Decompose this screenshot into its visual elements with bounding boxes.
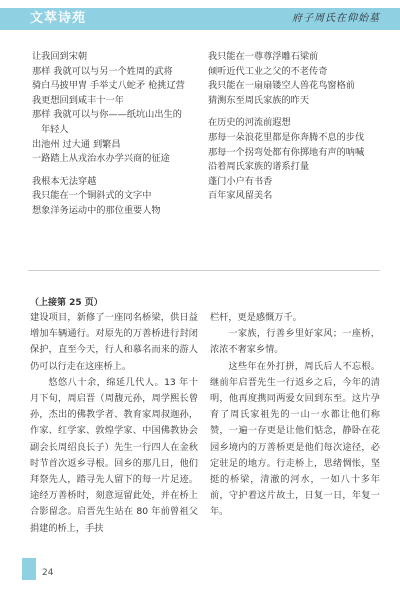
poem-line: 我更想回到咸丰十一年 bbox=[32, 94, 124, 106]
poem-left-column bbox=[32, 50, 197, 227]
poem-line: 一路踏上从戎治水办学兴商的征途 bbox=[32, 153, 170, 165]
section-title: 文萃诗苑 bbox=[30, 11, 87, 26]
poem-line: 我只能在一尊尊浮雕石梁前 bbox=[208, 51, 319, 62]
poem-line: 我只能在一个铜斜式的文字中 bbox=[32, 190, 152, 202]
poem-line: 蓬门小户有书香 bbox=[208, 175, 273, 187]
poem-line: 想象洋务运动中的那位重要人物 bbox=[32, 204, 161, 216]
poem-stanza bbox=[208, 116, 384, 204]
poem-line: 在历史的河流前遐想 bbox=[208, 117, 291, 129]
prose-left-column bbox=[30, 310, 198, 537]
poem-line: 我根本无法穿越 bbox=[32, 175, 97, 187]
poem-line: 让我回到宋朝 bbox=[32, 51, 88, 62]
poem-line: 沿着周氏家族的谱系打量 bbox=[208, 161, 310, 173]
poem-right-column bbox=[208, 50, 384, 212]
poem-line: 倾听近代工业之父的不老传奇 bbox=[208, 65, 328, 77]
continuation-note: （上接第 25 页） bbox=[30, 298, 103, 308]
poem-line: 猜测东至周氏家族的昨天 bbox=[208, 94, 310, 106]
poem-stanza bbox=[208, 50, 384, 108]
prose-paragraph: 栏杆，更是感慨万千。 bbox=[210, 312, 302, 323]
prose-paragraph: 悠悠八十余，绵延几代人。13 年十月下旬，周启晋（周馥元孙，周学熙长曾孙，杰出的佛教学者、教育家周叔迦孙，作家、红学家、敦煌学家、中国佛教协会副会长周绍良长子）先生一行四人在金秋时节首次返乡寻根。回乡的那几日，他们拜祭先人，踏寻先人留下的每一片足迹。途经万善桥时，刻意逗留此处，并在桥上合影留念。启晋先生站在 80 年前曾祖父捐建的桥上，手扶 bbox=[30, 376, 198, 534]
poem-line: 出池州 过大通 到繁昌 bbox=[32, 138, 121, 150]
page-header bbox=[0, 0, 400, 34]
prose-paragraph: 一家族，行善乡里好家风；一座桥，浓浓不奢家乡情。 bbox=[210, 328, 380, 356]
poem-line: 那每一朵浪花里都是你奔腾不息的步伐 bbox=[208, 131, 365, 143]
prose-paragraph: 建设项目，新修了一座同名桥梁，供日益增加车辆通行。对原先的万善桥进行封闭保护，直至今天，行人和慕名而来的游人仍可以行走在这座桥上。 bbox=[30, 312, 198, 372]
poem-line: 年轻人 bbox=[41, 123, 69, 135]
prose-right-column bbox=[210, 310, 380, 521]
poem-line: 那样 我就可以与另一个姓周的武将 bbox=[32, 65, 173, 77]
calligraphy-title: 府子周氏在仰始墓 bbox=[292, 13, 380, 24]
poem-line: 那每一个拐弯处都有你掷地有声的呐喊 bbox=[208, 146, 365, 158]
page-marker bbox=[22, 558, 36, 580]
poem-line: 骑白马披甲胄 手举丈八蛇矛 枪挑辽营 bbox=[32, 80, 185, 92]
prose-paragraph: 这些年在外打拼，周氏后人不忘根。继前年启晋先生一行返乡之后，今年的清明，他再度携同两爱女回到东至。这片孕育了周氏家祖先的一山一水都让他们称赞，一遍一存更是让他们惦念，静卧在花园乡境内的万善桥更是他们每次途径，必定驻足的地方。行走桥上，思绪惆怅，坚挺的桥梁，清澈的河水，一如八十多年前，守护着这片故土，日复一日，年复一年。 bbox=[210, 360, 380, 518]
poem-stanza bbox=[32, 50, 197, 167]
page-number: 24 bbox=[42, 568, 54, 578]
poem-line: 百年家风留美名 bbox=[208, 190, 273, 202]
poem-line: 那样 我就可以与你——纸坑山出生的 bbox=[32, 109, 182, 121]
section-divider bbox=[28, 270, 380, 271]
poem-stanza bbox=[32, 175, 197, 219]
poem-line: 我只能在一扇扇镂空人兽花鸟窗格前 bbox=[208, 80, 355, 92]
